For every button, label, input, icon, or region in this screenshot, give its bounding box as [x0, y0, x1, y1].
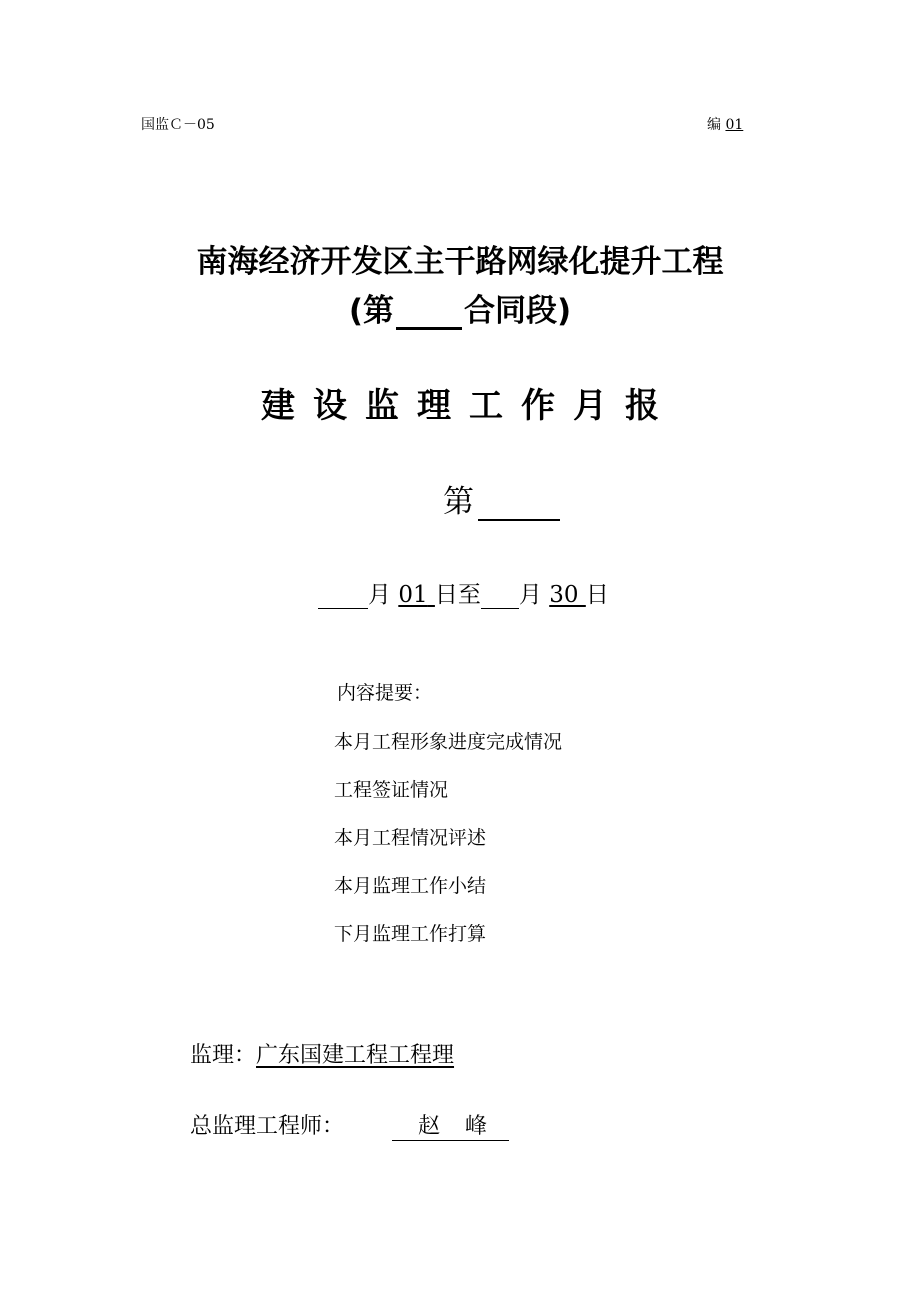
start-month-blank [318, 586, 368, 609]
start-day: 01 [398, 582, 428, 608]
contents-item: 工程签证情况 [334, 779, 449, 801]
contract-open: (第 [348, 293, 394, 329]
supervisor-line [190, 1038, 454, 1069]
contract-blank [396, 297, 462, 330]
form-code: 国监Ｃ－05 [141, 117, 215, 133]
project-name: 南海经济开发区主干路网绿化提升工程 [196, 244, 724, 280]
issue-number [443, 476, 560, 521]
contents-item: 本月监理工作小结 [334, 875, 487, 897]
chief-engineer-line [190, 1109, 509, 1141]
issue-prefix: 第 [443, 484, 474, 520]
report-title: 建设监理工作月报 [261, 386, 677, 426]
month-label-1: 月 [368, 582, 391, 608]
issue-blank [478, 487, 560, 521]
contract-section [0, 285, 920, 330]
supervisor-label: 监理： [190, 1043, 257, 1068]
report-period [318, 576, 609, 609]
month-label-2: 月 [518, 582, 542, 608]
contents-item: 本月工程形象进度完成情况 [334, 731, 563, 753]
serial-prefix: 编 [707, 117, 721, 133]
end-day: 30 [549, 582, 579, 608]
day-end-label: 日 [585, 582, 609, 608]
serial-value: 01 [725, 117, 744, 133]
contents-item: 下月监理工作打算 [334, 923, 487, 945]
contract-close: 合同段) [464, 293, 572, 329]
contents-heading: 内容提要： [337, 682, 433, 704]
contents-item: 本月工程情况评述 [334, 827, 487, 849]
chief-engineer-name: 赵 峰 [392, 1109, 509, 1141]
serial-number [707, 114, 743, 134]
chief-engineer-label: 总监理工程师： [190, 1114, 345, 1139]
end-month-blank [481, 586, 519, 609]
day-to-label: 日至 [434, 582, 481, 608]
supervisor-value: 广东国建工程工程理 [256, 1043, 455, 1068]
